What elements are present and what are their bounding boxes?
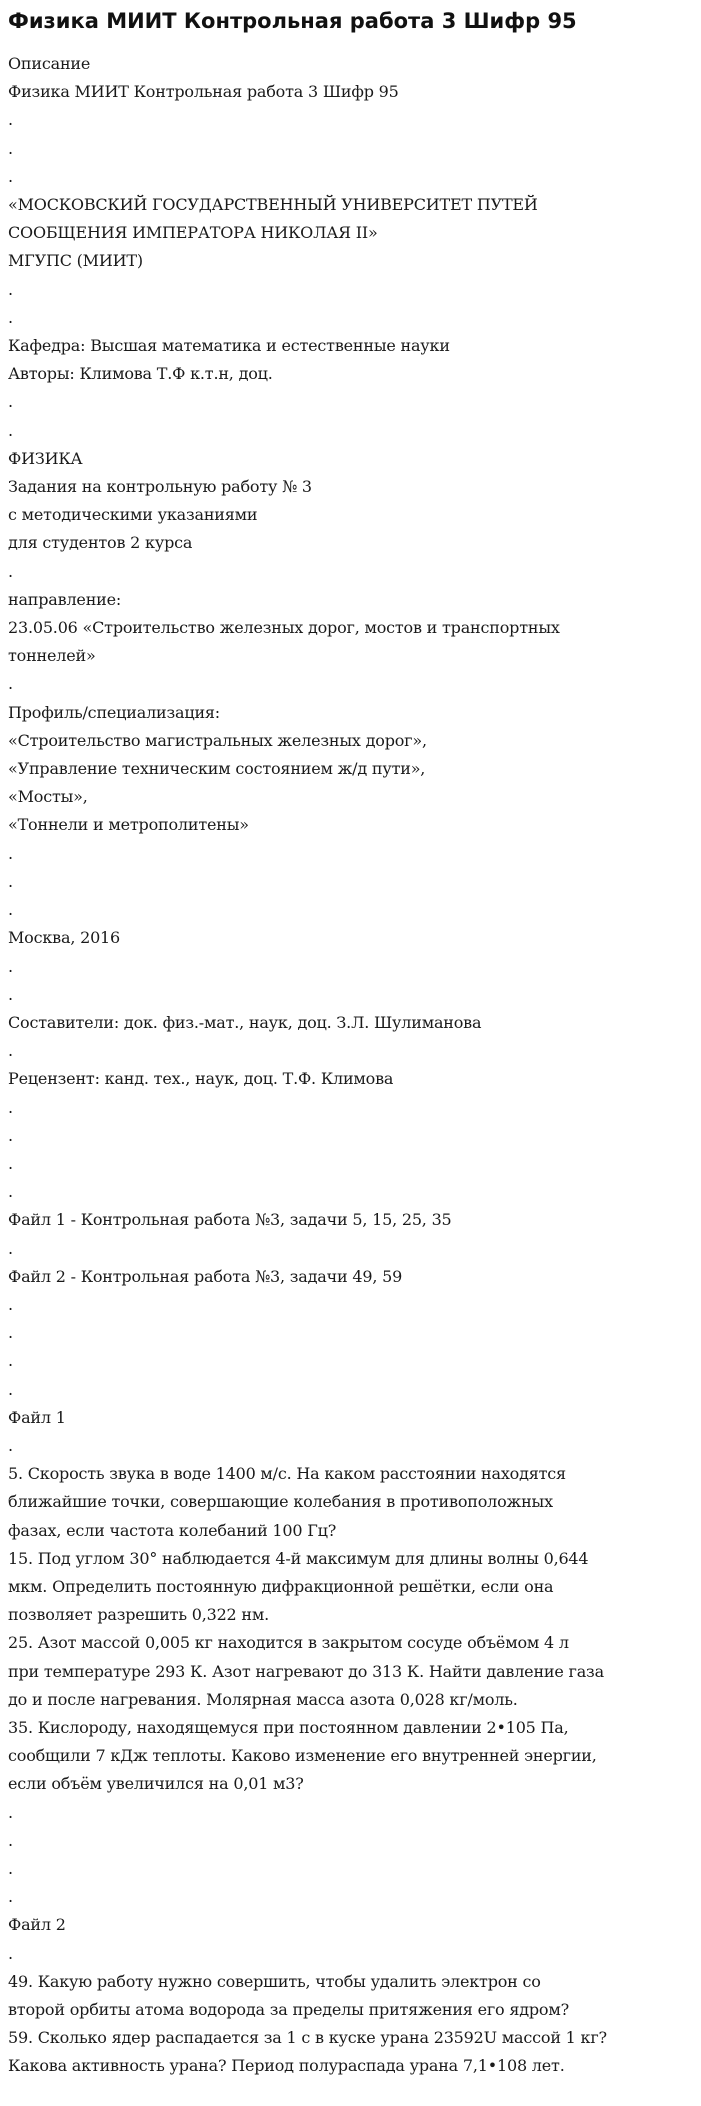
text-line: Москва, 2016 [8,928,121,948]
text-line: . [8,279,13,299]
text-line: до и после нагревания. Молярная масса азота 0,028 кг/моль. [8,1689,518,1709]
text-line: 25. Азот массой 0,005 кг находится в закрытом сосуде объёмом 4 л [8,1633,569,1653]
text-line: . [8,843,13,863]
text-line: . [8,1830,13,1850]
text-line: Файл 2 - Контрольная работа №3, задачи 49, 59 [8,1266,403,1286]
text-line: мкм. Определить постоянную дифракционной решётки, если она [8,1576,554,1596]
text-line: 15. Под углом 30° наблюдается 4-й максимум для длины волны 0,644 [8,1548,589,1568]
description-content [8,50,693,2081]
text-line: . [8,392,13,412]
text-line: 49. Какую работу нужно совершить, чтобы удалить электрон со [8,1971,541,1991]
text-line: . [8,1351,13,1371]
text-line: Файл 1 [8,1407,66,1427]
text-line: . [8,1153,13,1173]
text-line: . [8,1802,13,1822]
text-line: фазах, если частота колебаний 100 Гц? [8,1520,337,1540]
text-line: . [8,1859,13,1878]
text-line: . [8,1379,13,1399]
text-line: МГУПС (МИИТ) [8,251,143,271]
text-line: Физика МИИТ Контрольная работа 3 Шифр 95 [8,82,399,102]
text-line: сообщили 7 кДж теплоты. Каково изменение его внутренней энергии, [8,1746,597,1766]
text-line: Задания на контрольную работу № 3 [8,477,312,497]
text-line: для студентов 2 курса [8,533,193,553]
text-line: если объём увеличился на 0,01 м3? [8,1774,304,1794]
text-line: Файл 2 [8,1915,66,1935]
text-line: . [8,1182,13,1202]
text-line: . [8,1125,13,1145]
text-line: «Мосты», [8,787,88,807]
text-line: при температуре 293 К. Азот нагревают до 313 К. Найти давление газа [8,1661,604,1681]
text-line: 59. Сколько ядер распадается за 1 с в куске урана 23592U массой 1 кг? [8,2028,607,2048]
text-line: . [8,138,13,158]
text-line: . [8,1887,13,1907]
text-line: «Тоннели и метрополитены» [8,815,249,835]
text-line: . [8,956,13,976]
text-line: . [8,1238,13,1258]
text-line: 35. Кислороду, находящемуся при постоянном давлении 2•105 Па, [8,1717,569,1737]
text-line: . [8,1097,13,1117]
text-line: Какова активность урана? Период полураспада урана 7,1•108 лет. [8,2056,565,2076]
text-line: . [8,1294,13,1314]
text-line: . [8,1435,13,1455]
text-line: СООБЩЕНИЯ ИМПЕРАТОРА НИКОЛАЯ II» [8,223,378,243]
text-line: . [8,984,13,1004]
text-line: Составители: док. физ.-мат., наук, доц. З.Л. Шулиманова [8,1012,482,1032]
text-line: . [8,1943,13,1963]
text-line: . [8,900,13,920]
text-line: Авторы: Климова Т.Ф к.т.н, доц. [8,364,273,384]
text-line: «Управление техническим состоянием ж/д пути», [8,759,426,779]
text-line: тоннелей» [8,646,96,666]
text-line: . [8,110,13,130]
text-line: с методическими указаниями [8,505,258,525]
text-line: . [8,871,13,891]
text-line: . [8,307,13,327]
text-line: направление: [8,589,122,609]
text-line: ФИЗИКА [8,448,83,468]
text-line: 5. Скорость звука в воде 1400 м/с. На каком расстоянии находятся [8,1464,566,1484]
text-line: Описание [8,54,91,73]
text-line: . [8,420,13,440]
text-line: «Строительство магистральных железных дорог», [8,730,427,750]
text-line: Кафедра: Высшая математика и естественные науки [8,336,450,356]
text-line: . [8,561,13,581]
page-title: Физика МИИТ Контрольная работа 3 Шифр 95 [8,9,577,33]
text-line: . [8,674,13,694]
text-line: ближайшие точки, совершающие колебания в противоположных [8,1492,553,1512]
text-line: Профиль/специализация: [8,702,220,722]
text-line: Рецензент: канд. тех., наук, доц. Т.Ф. Климова [8,1069,394,1089]
text-line: 23.05.06 «Строительство железных дорог, мостов и транспортных [8,618,560,638]
text-line: . [8,1323,13,1343]
text-line: второй орбиты атома водорода за пределы притяжения его ядром? [8,2000,569,2020]
text-line: позволяет разрешить 0,322 нм. [8,1605,270,1625]
text-line: Файл 1 - Контрольная работа №3, задачи 5, 15, 25, 35 [8,1210,452,1230]
text-line: . [8,1041,13,1061]
text-line: «МОСКОВСКИЙ ГОСУДАРСТВЕННЫЙ УНИВЕРСИТЕТ ПУТЕЙ [8,195,538,215]
text-line: . [8,166,13,186]
